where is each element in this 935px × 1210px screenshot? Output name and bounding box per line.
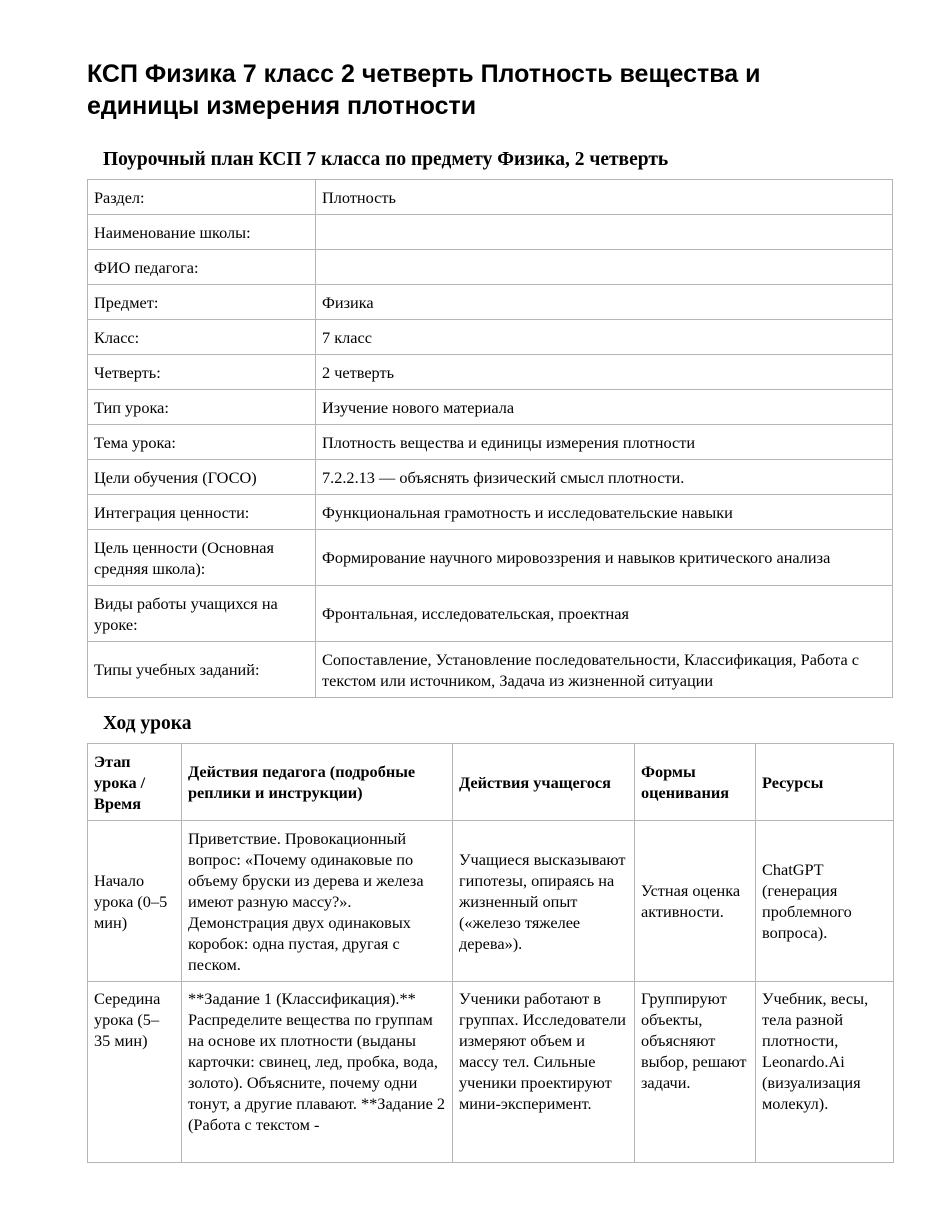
row-label: Интеграция ценности:: [88, 495, 316, 530]
row-value: Плотность: [316, 180, 893, 215]
row-value: Сопоставление, Установление последовательности, Классификация, Работа с текстом или источником, Задача из жизненной ситуации: [316, 642, 893, 698]
table-row: [88, 180, 893, 215]
row-label: Типы учебных заданий:: [88, 642, 316, 698]
row-label: Предмет:: [88, 285, 316, 320]
column-header-teacher-actions: Действия педагога (подробные реплики и инструкции): [182, 744, 453, 821]
column-header-stage: Этап урока / Время: [88, 744, 182, 821]
table-header-row: [88, 744, 894, 821]
table-row: [88, 586, 893, 642]
column-header-resources: Ресурсы: [756, 744, 894, 821]
lesson-flow-table: [87, 743, 894, 1163]
table-row: [88, 495, 893, 530]
cell-teacher-actions: Приветствие. Провокационный вопрос: «Почему одинаковые по объему бруски из дерева и железа имеют разную массу?». Демонстрация двух одинаковых коробок: одна пустая, другая с песком.: [182, 821, 453, 982]
row-label: Тема урока:: [88, 425, 316, 460]
table-row: [88, 285, 893, 320]
row-value: Формирование научного мировоззрения и навыков критического анализа: [316, 530, 893, 586]
cell-stage: Начало урока (0–5 мин): [88, 821, 182, 982]
cell-assessment: Группируют объекты, объясняют выбор, решают задачи.: [635, 982, 756, 1163]
table-row: [88, 530, 893, 586]
row-label: Тип урока:: [88, 390, 316, 425]
row-value: Функциональная грамотность и исследовательские навыки: [316, 495, 893, 530]
row-value: 2 четверть: [316, 355, 893, 390]
table-row: [88, 642, 893, 698]
table-row: [88, 215, 893, 250]
row-value: Плотность вещества и единицы измерения плотности: [316, 425, 893, 460]
row-value: Изучение нового материала: [316, 390, 893, 425]
row-value: Физика: [316, 285, 893, 320]
row-label: Цели обучения (ГОСО): [88, 460, 316, 495]
row-label: Класс:: [88, 320, 316, 355]
column-header-assessment: Формы оценивания: [635, 744, 756, 821]
row-value: 7.2.2.13 — объяснять физический смысл плотности.: [316, 460, 893, 495]
row-label: Раздел:: [88, 180, 316, 215]
cell-stage: Середина урока (5–35 мин): [88, 982, 182, 1163]
document-title: КСП Физика 7 класс 2 четверть Плотность вещества и единицы измерения плотности: [87, 60, 761, 120]
row-value: [316, 215, 893, 250]
lesson-flow-heading: Ход урока: [103, 713, 192, 734]
table-row: [88, 320, 893, 355]
row-value: Фронтальная, исследовательская, проектная: [316, 586, 893, 642]
table-row: [88, 982, 894, 1163]
cell-assessment: Устная оценка активности.: [635, 821, 756, 982]
row-label: Наименование школы:: [88, 215, 316, 250]
column-header-student-actions: Действия учащегося: [453, 744, 635, 821]
cell-resources: Учебник, весы, тела разной плотности, Leonardo.Ai (визуализация молекул).: [756, 982, 894, 1163]
row-value: 7 класс: [316, 320, 893, 355]
lesson-info-table: [87, 179, 893, 698]
table-row: [88, 425, 893, 460]
cell-teacher-actions: **Задание 1 (Классификация).** Распределите вещества по группам на основе их плотности (выданы карточки: свинец, лед, пробка, вода, золото). Объясните, почему одни тонут, а другие плавают. **Задание 2 (Работа с текстом -: [182, 982, 453, 1163]
cell-resources: ChatGPT (генерация проблемного вопроса).: [756, 821, 894, 982]
table-row: [88, 821, 894, 982]
cell-student-actions: Учащиеся высказывают гипотезы, опираясь на жизненный опыт («железо тяжелее дерева»).: [453, 821, 635, 982]
plan-heading: Поурочный план КСП 7 класса по предмету Физика, 2 четверть: [103, 149, 669, 170]
table-row: [88, 460, 893, 495]
cell-student-actions: Ученики работают в группах. Исследователи измеряют объем и массу тел. Сильные ученики проектируют мини-эксперимент.: [453, 982, 635, 1163]
row-label: Четверть:: [88, 355, 316, 390]
table-row: [88, 355, 893, 390]
table-row: [88, 390, 893, 425]
row-label: Виды работы учащихся на уроке:: [88, 586, 316, 642]
row-label: Цель ценности (Основная средняя школа):: [88, 530, 316, 586]
row-value: [316, 250, 893, 285]
row-label: ФИО педагога:: [88, 250, 316, 285]
table-row: [88, 250, 893, 285]
